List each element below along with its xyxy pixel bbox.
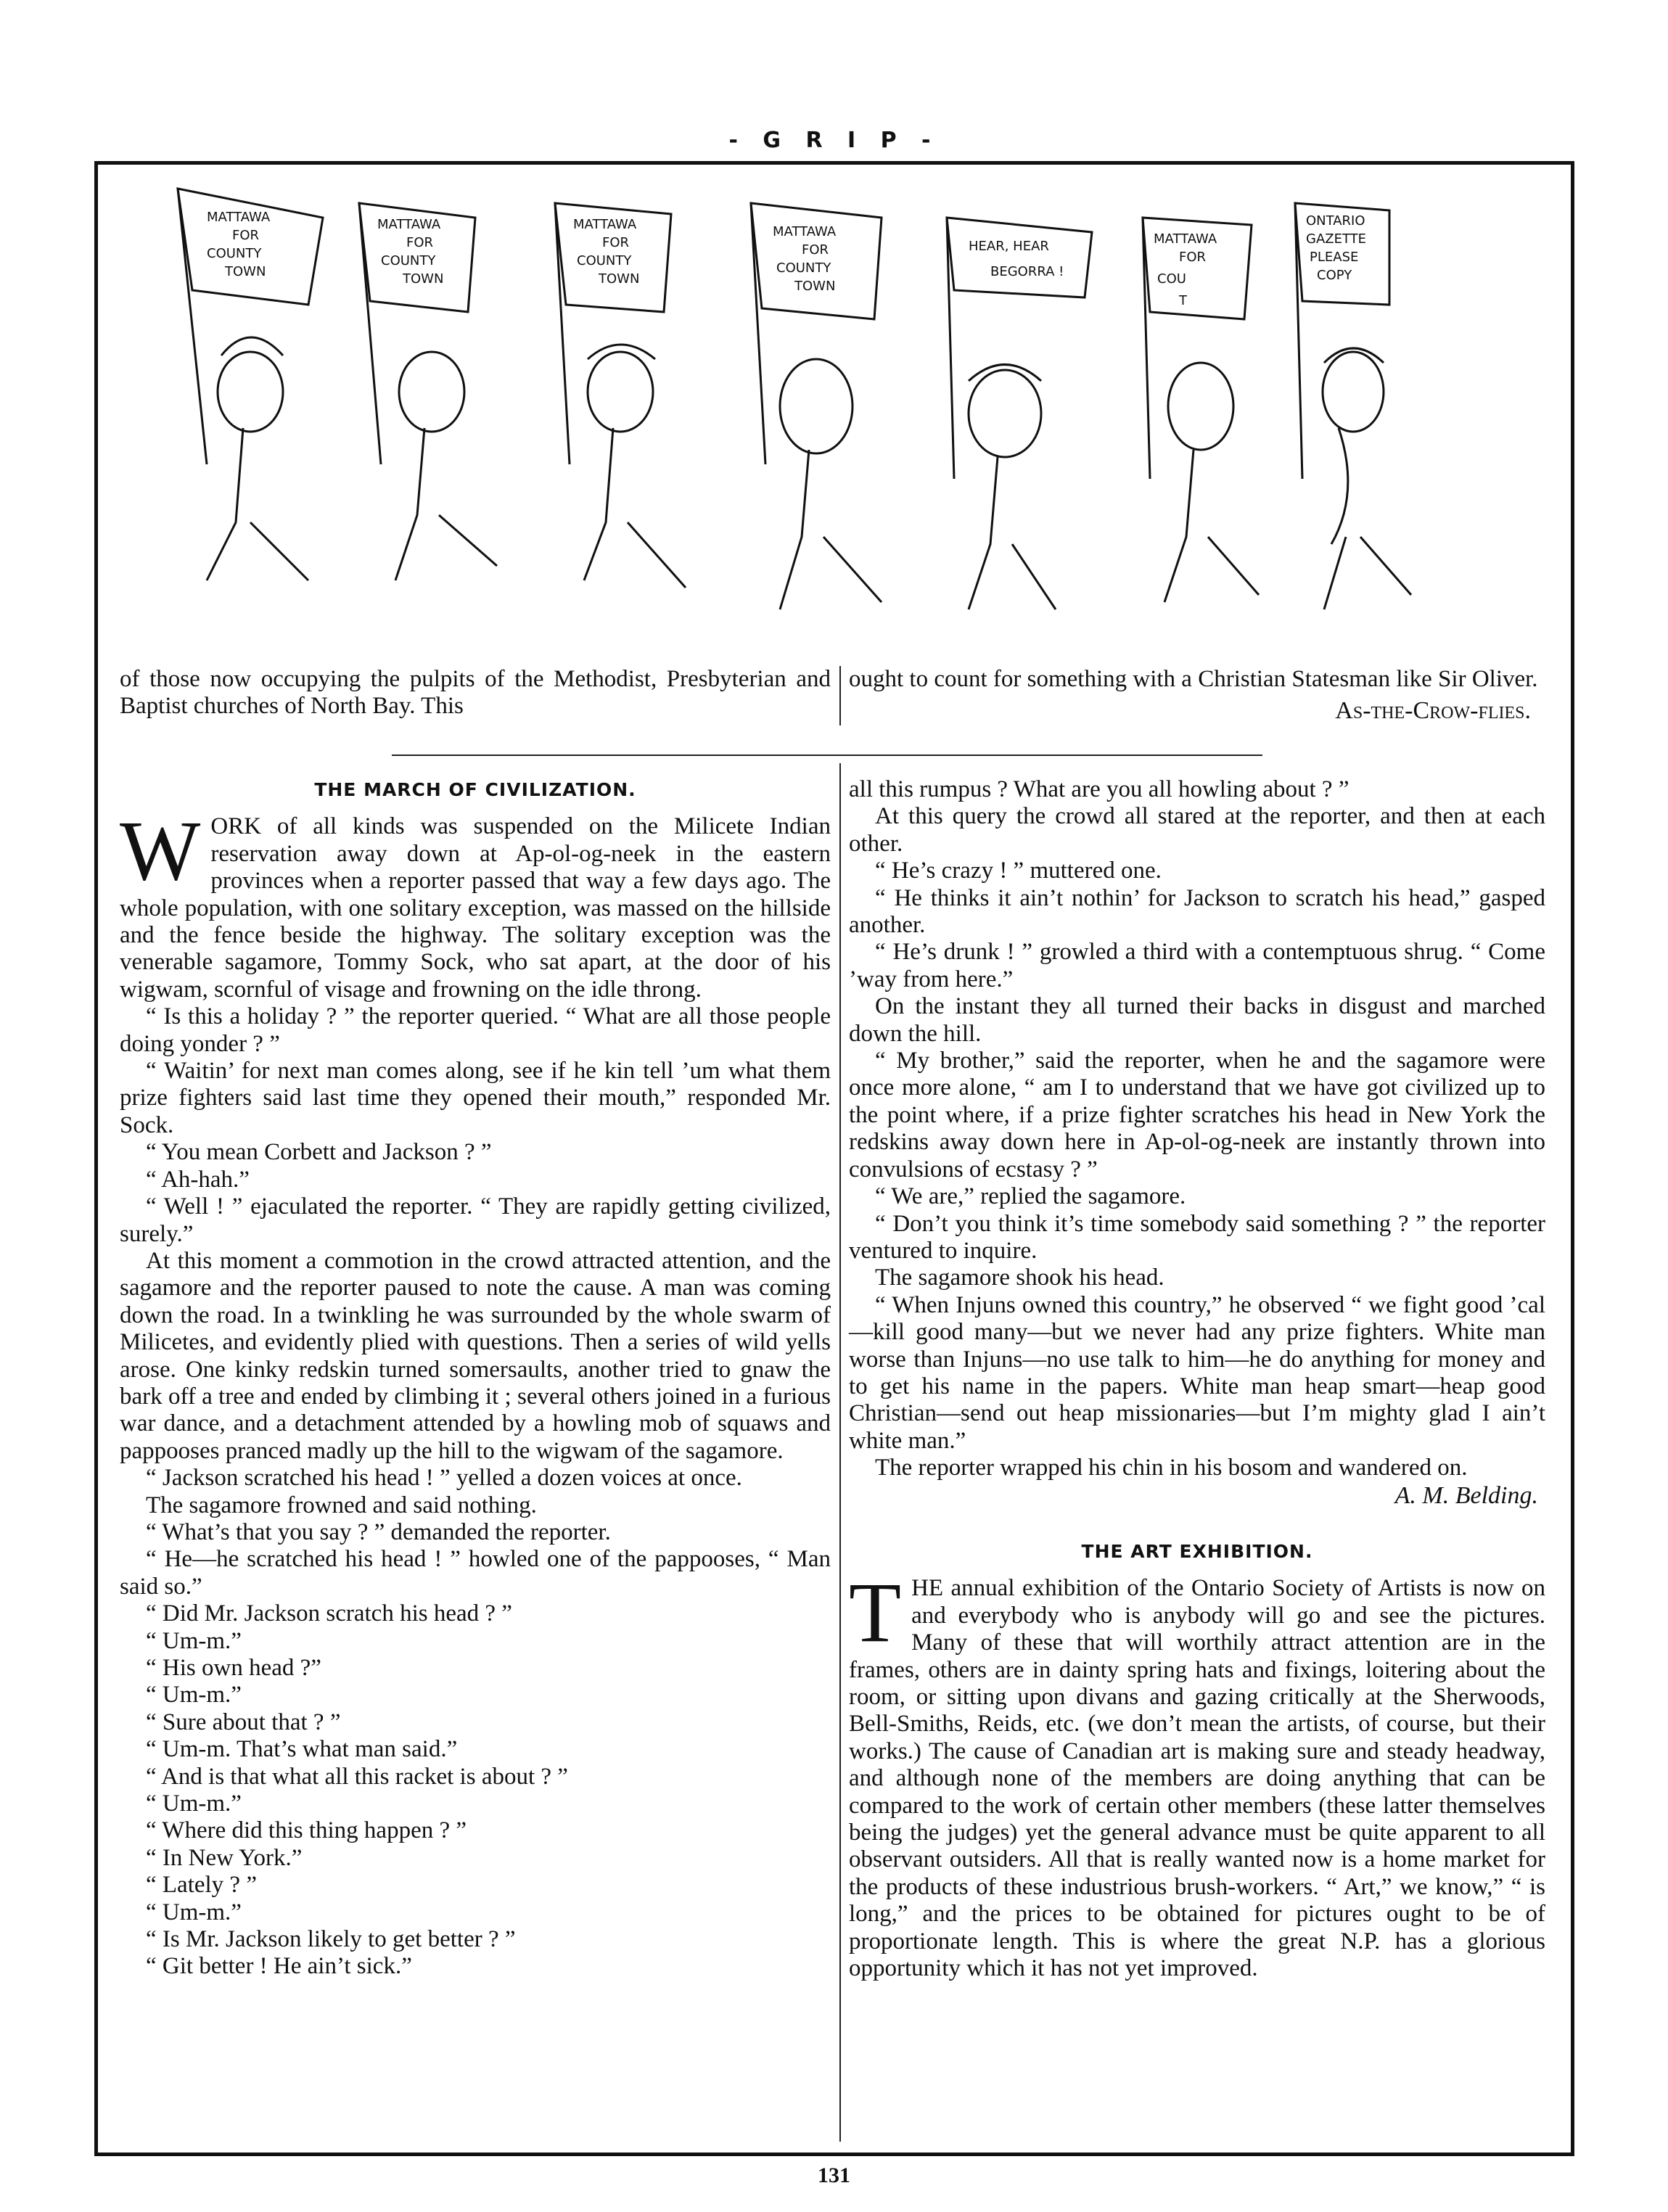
march-paragraph: “ Git better ! He ain’t sick.” bbox=[146, 1953, 412, 1980]
banner-3-text bbox=[573, 217, 639, 287]
march-paragraph: “ He thinks it ain’t nothin’ for Jackson to scratch his head,” gasped another. bbox=[849, 884, 1545, 939]
art-dropcap: T bbox=[849, 1565, 902, 1661]
svg-text:MATTAWA: MATTAWA bbox=[207, 210, 271, 225]
svg-text:FOR: FOR bbox=[802, 242, 829, 258]
svg-text:MATTAWA: MATTAWA bbox=[377, 217, 441, 232]
banner-4-text bbox=[773, 224, 837, 294]
svg-text:MATTAWA: MATTAWA bbox=[573, 217, 637, 232]
banner-6-text bbox=[1154, 231, 1217, 308]
march-paragraph: “ Don’t you think it’s time somebody said something ? ” the reporter ventured to inquire. bbox=[849, 1210, 1545, 1264]
march-paragraph: “ Um-m.” bbox=[146, 1899, 242, 1925]
svg-text:COUNTY: COUNTY bbox=[207, 246, 262, 261]
march-paragraph: “ You mean Corbett and Jackson ? ” bbox=[146, 1139, 492, 1166]
march-column-2 bbox=[849, 776, 1545, 1982]
svg-text:FOR: FOR bbox=[602, 235, 630, 250]
march-paragraph: “ My brother,” said the reporter, when he and the sagamore were once more alone, “ am I to understand that we have got civilized up to the point where, if a prize fighter scratches his head in New York the redskins away down here in Ap-ol-og-neek are instantly thrown into convulsions of ecstasy ? ” bbox=[849, 1048, 1545, 1183]
svg-text:GAZETTE: GAZETTE bbox=[1306, 231, 1367, 247]
march-paragraph: “ When Injuns owned this country,” he observed “ we fight good ’cal—kill good many—but we never had any prize fighters. White man worse than Injuns—no use talk to him—he do anything for money and to get his name in the papers. White man heap smart—heap good Christian—send out heap missionaries—but I’m mighty glad I ain’t white man.” bbox=[849, 1291, 1545, 1454]
march-paragraph: “ He’s drunk ! ” growled a third with a contemptuous shrug. “ Come ’way from here.” bbox=[849, 939, 1545, 992]
march-paragraph: “ He’s crazy ! ” muttered one. bbox=[875, 858, 1162, 884]
intro-left-text: of those now occupying the pulpits of the Methodist, Presbyterian and Baptist churches of North Bay. This bbox=[120, 666, 831, 720]
svg-text:TOWN: TOWN bbox=[403, 271, 444, 287]
svg-text:COUNTY: COUNTY bbox=[577, 253, 632, 268]
march-heading: THE MARCH OF CIVILIZATION. bbox=[314, 779, 636, 800]
svg-text:TOWN: TOWN bbox=[794, 279, 836, 294]
svg-text:TOWN: TOWN bbox=[225, 264, 266, 279]
march-paragraph: “ Lately ? ” bbox=[146, 1872, 257, 1899]
intro-column-rule bbox=[839, 666, 841, 725]
svg-text:MATTAWA: MATTAWA bbox=[773, 224, 837, 239]
march-paragraph: “ And is that what all this racket is about ? ” bbox=[146, 1763, 568, 1790]
intro-left-column bbox=[120, 666, 831, 720]
march-paragraph: “ Ah-hah.” bbox=[146, 1166, 250, 1193]
banner-1-text bbox=[207, 210, 271, 279]
banner-5-text bbox=[969, 239, 1064, 279]
march-paragraph: “ His own head ?” bbox=[146, 1655, 321, 1681]
march-paragraph: WORK of all kinds was suspended on the Milicete Indian reservation away down at Ap-ol-og-neek in the eastern provinces when a reporter passed that way a few days ago. The whole population, with one solitary exception, was massed on the hillside and the fence beside the highway. The solitary exception was the venerable sagamore, Tommy Sock, who sat apart, at the door of his wigwam, scornful of visage and frowning on the idle throng. bbox=[120, 803, 831, 1003]
intro-right-text: ought to count for something with a Christian Statesman like Sir Oliver. bbox=[849, 666, 1538, 692]
march-dropcap: W bbox=[120, 803, 201, 899]
march-paragraph: “ Um-m.” bbox=[146, 1790, 242, 1817]
svg-text:COU: COU bbox=[1157, 271, 1186, 287]
march-paragraph: all this rumpus ? What are you all howling about ? ” bbox=[849, 776, 1349, 802]
march-author: A. M. Belding. bbox=[1394, 1481, 1538, 1509]
intro-signature: As-the-Crow-flies. bbox=[1335, 697, 1531, 725]
march-paragraph: “ Um-m.” bbox=[146, 1682, 242, 1709]
march-paragraph: “ Um-m. That’s what man said.” bbox=[146, 1736, 458, 1763]
svg-text:FOR: FOR bbox=[232, 228, 260, 243]
svg-text:MATTAWA: MATTAWA bbox=[1154, 231, 1217, 247]
march-paragraph: At this query the crowd all stared at the reporter, and then at each other. bbox=[849, 803, 1545, 857]
march-paragraph: The sagamore shook his head. bbox=[875, 1265, 1164, 1291]
svg-text:COPY: COPY bbox=[1317, 268, 1352, 283]
main-column-rule bbox=[839, 763, 841, 2142]
cartoon-illustration bbox=[163, 174, 1542, 653]
section-divider bbox=[392, 755, 1262, 756]
march-paragraph: “ In New York.” bbox=[146, 1844, 303, 1871]
march-paragraph: “ Jackson scratched his head ! ” yelled a dozen voices at once. bbox=[146, 1465, 742, 1492]
banner-2-text bbox=[377, 217, 443, 287]
svg-text:BEGORRA !: BEGORRA ! bbox=[990, 264, 1064, 279]
march-paragraph: “ Well ! ” ejaculated the reporter. “ They are rapidly getting civilized, surely.” bbox=[120, 1193, 831, 1247]
svg-text:TOWN: TOWN bbox=[599, 271, 640, 287]
masthead: - G R I P - bbox=[728, 128, 940, 153]
art-heading: THE ART EXHIBITION. bbox=[1081, 1540, 1313, 1562]
march-paragraph: The sagamore frowned and said nothing. bbox=[146, 1492, 537, 1518]
march-column-1 bbox=[120, 776, 831, 1981]
march-paragraph: “ Did Mr. Jackson scratch his head ? ” bbox=[146, 1600, 512, 1627]
svg-text:HEAR, HEAR: HEAR, HEAR bbox=[969, 239, 1049, 254]
march-paragraph: “ We are,” replied the sagamore. bbox=[875, 1183, 1186, 1210]
march-paragraph: “ Is this a holiday ? ” the reporter queried. “ What are all those people doing yonder ? ” bbox=[120, 1003, 831, 1057]
art-paragraph: THE annual exhibition of the Ontario Society of Artists is now on and everybody who is anybody will go and see the pictures. Many of these that will worthily attract attention are in the frames, others are in dainty spring hats and fixings, loitering about the room, or sitting upon divans and gazing critically at the Sherwoods, Bell-Smiths, Reids, etc. (we don’t mean the artists, of course, but their works.) The cause of Canadian art is making sure and steady headway, and although none of the members are doing anything that can be compared to the work of certain other members (these latter themselves being the judges) yet the general advance must be quite apparent to all observant outsiders. All that is really wanted now is a home market for the products of these industrious brush-workers. “ Art,” we know,” “ is long,” and the prices to be obtained for pictures ought to be of proportionate length. This is where the great N.P. has a glorious opportunity which it has not yet improved. bbox=[849, 1565, 1545, 1982]
svg-text:FOR: FOR bbox=[1179, 250, 1207, 265]
svg-text:ONTARIO: ONTARIO bbox=[1306, 213, 1365, 229]
banner-7-text bbox=[1306, 213, 1366, 283]
page-number: 131 bbox=[818, 2163, 850, 2187]
march-paragraph: On the instant they all turned their backs in disgust and marched down the hill. bbox=[849, 993, 1545, 1047]
march-paragraph: “ Where did this thing happen ? ” bbox=[146, 1817, 467, 1844]
svg-text:PLEASE: PLEASE bbox=[1310, 250, 1359, 265]
march-paragraph: “ Sure about that ? ” bbox=[146, 1709, 341, 1735]
march-paragraph: At this moment a commotion in the crowd attracted attention, and the sagamore and the reporter paused to note the cause. A man was coming down the road. In a twinkling he was surrounded by the whole swarm of Milicetes, and evidently plied with questions. Then a series of wild yells arose. One kinky redskin turned somersaults, another tried to gnaw the bark off a tree and ended by climbing it ; several others joined in a furious war dance, and a detachment attended by a howling mob of squaws and pappooses pranced madly up the hill to the wigwam of the sagamore. bbox=[120, 1247, 831, 1464]
march-paragraph: “ Is Mr. Jackson likely to get better ? ” bbox=[146, 1926, 516, 1953]
svg-text:FOR: FOR bbox=[406, 235, 434, 250]
march-paragraph: The reporter wrapped his chin in his bosom and wandered on. bbox=[875, 1455, 1468, 1481]
intro-right-column bbox=[849, 666, 1545, 725]
svg-text:T: T bbox=[1179, 293, 1187, 308]
svg-text:COUNTY: COUNTY bbox=[776, 260, 831, 276]
svg-text:COUNTY: COUNTY bbox=[381, 253, 436, 268]
march-paragraph: “ Um-m.” bbox=[146, 1627, 242, 1654]
march-paragraph: “ What’s that you say ? ” demanded the reporter. bbox=[146, 1518, 611, 1545]
march-paragraph: “ He—he scratched his head ! ” howled one of the pappooses, “ Man said so.” bbox=[120, 1546, 831, 1600]
march-paragraph: “ Waitin’ for next man comes along, see if he kin tell ’um what them prize fighters said last time they opened their mouth,” responded Mr. Sock. bbox=[120, 1058, 831, 1138]
